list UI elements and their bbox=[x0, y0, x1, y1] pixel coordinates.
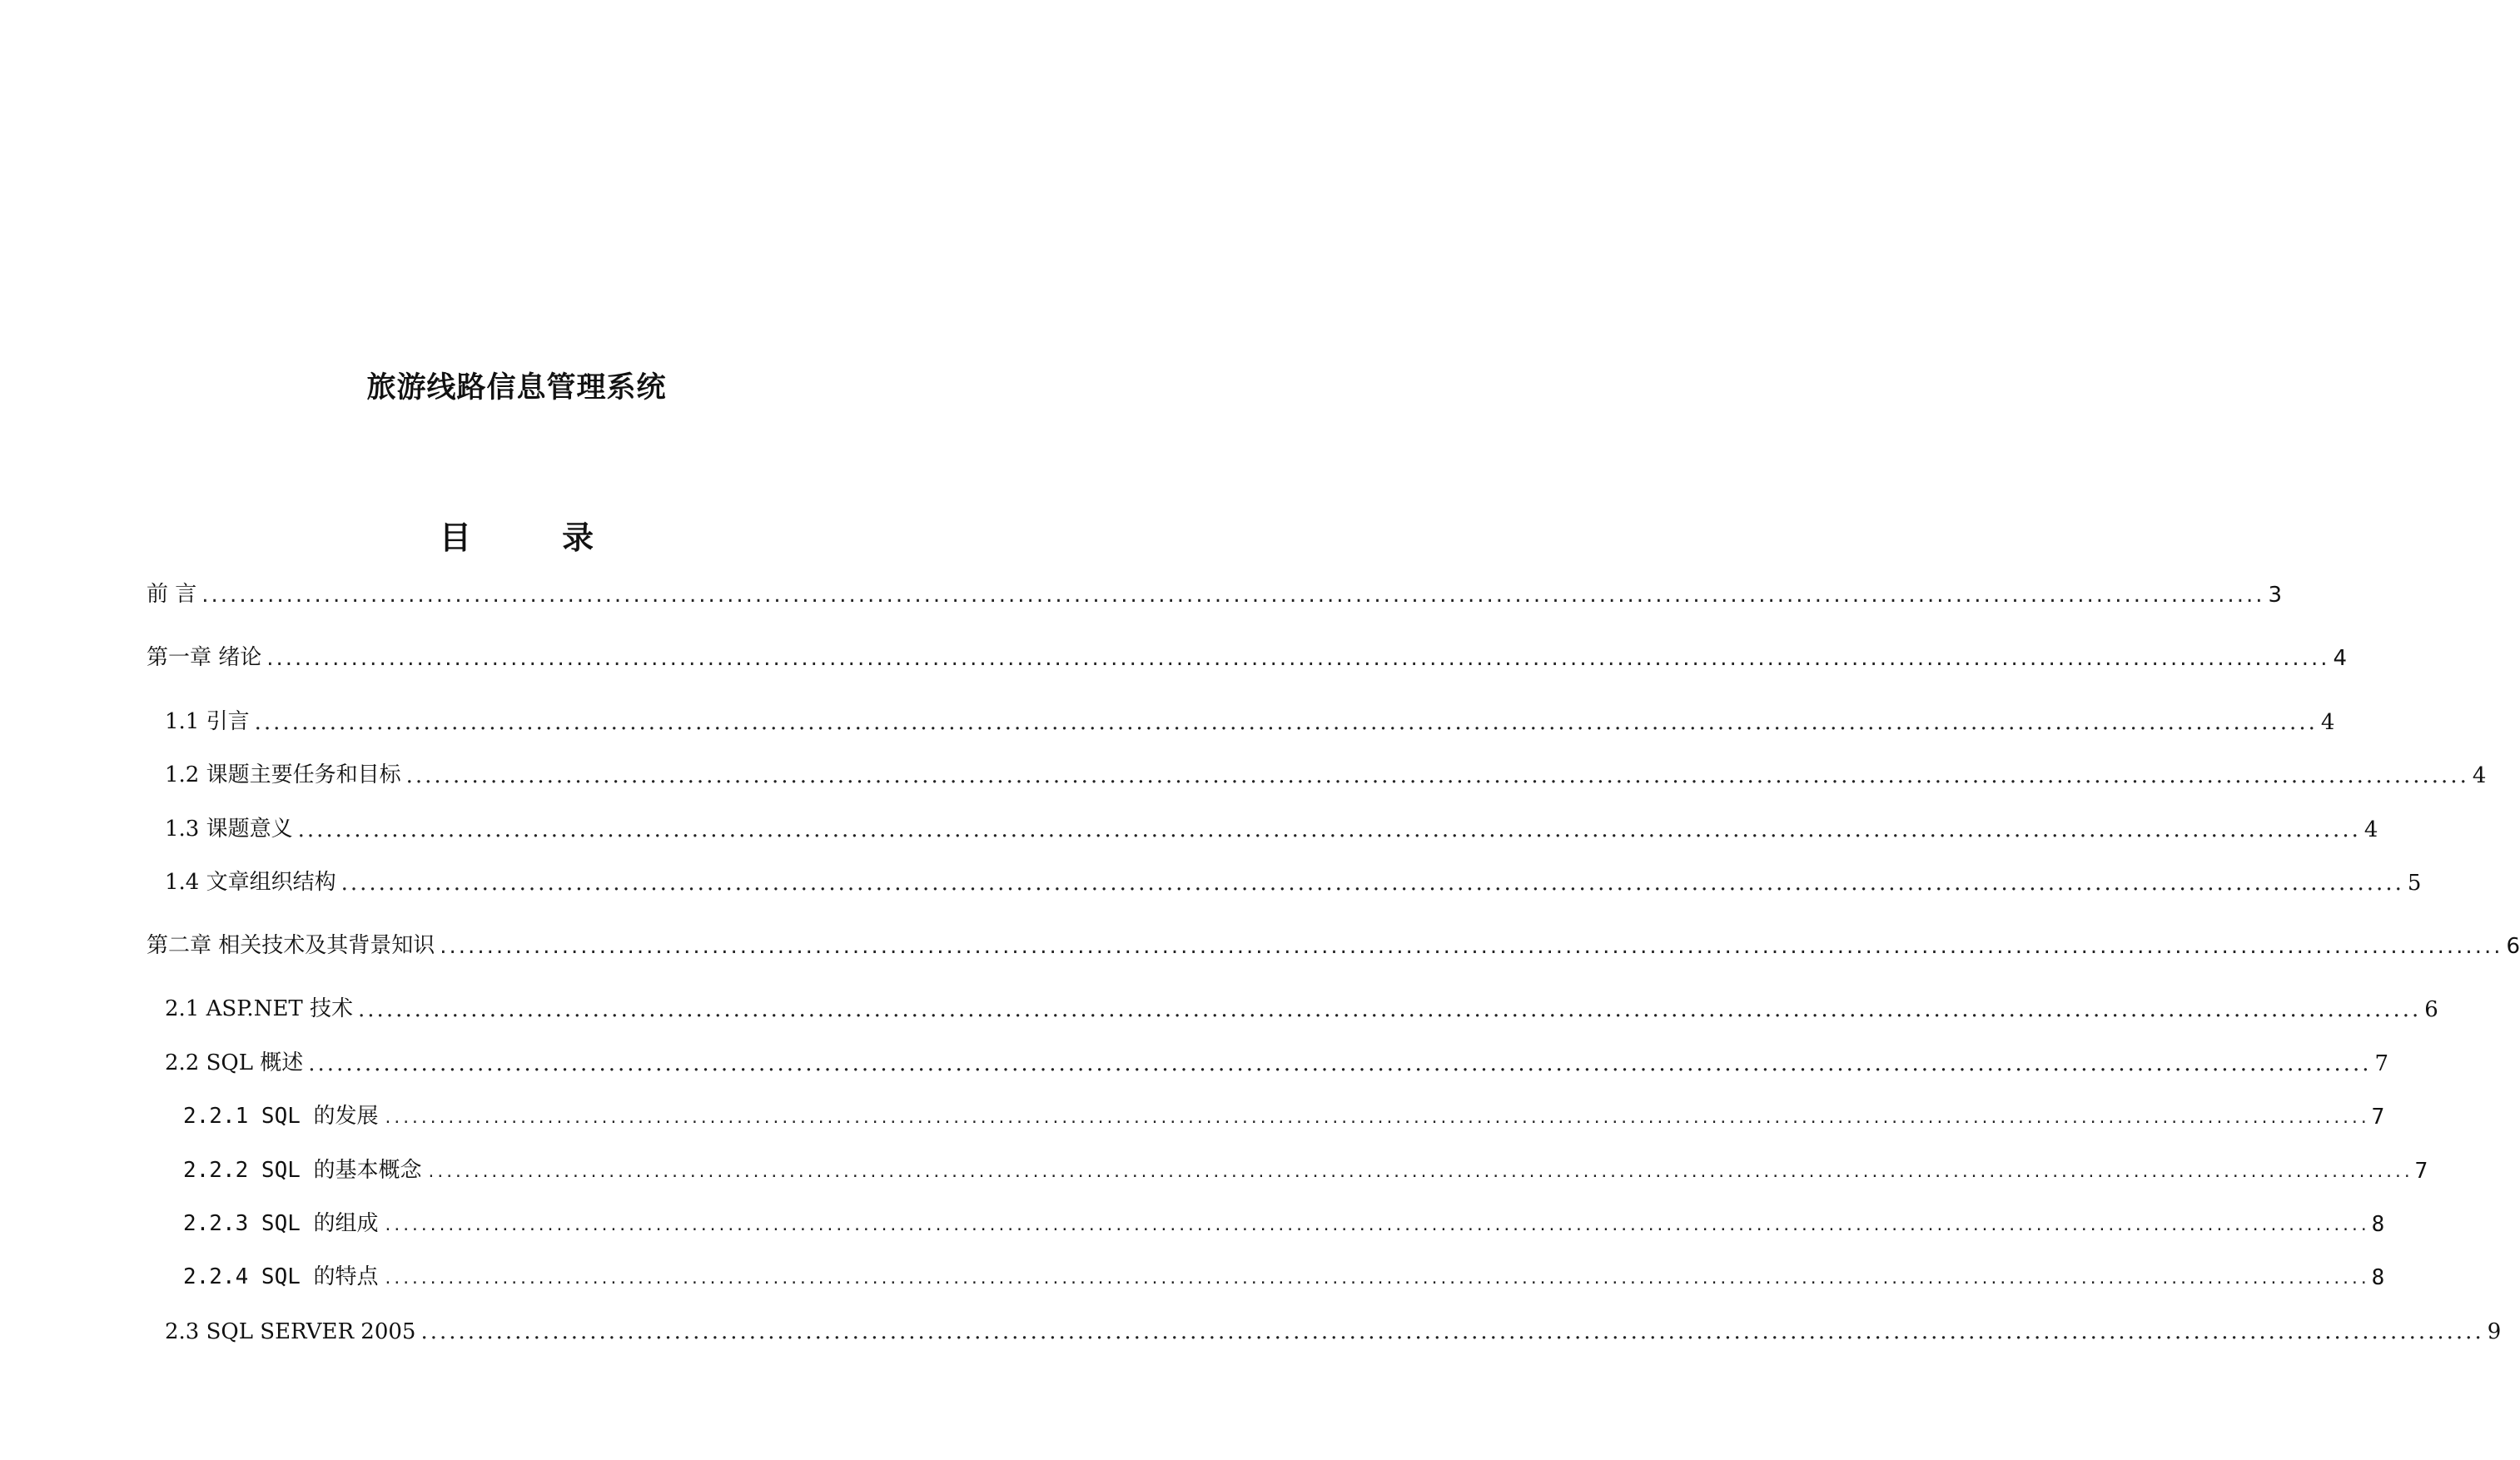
toc-entry-page: 6 bbox=[2506, 934, 2520, 959]
toc-entry[interactable] bbox=[183, 1150, 2428, 1184]
toc-leader-dots: ............................................................................................................................................................................................................................ bbox=[383, 1270, 2368, 1288]
toc-entry-label: 2.2.2 SQL 的基本概念 bbox=[183, 1158, 422, 1183]
toc-entry-label: 前 言 bbox=[147, 582, 197, 607]
toc-leader-dots: ............................................................................................................................................................................................................................ bbox=[254, 710, 2318, 735]
toc-entry-page: 4 bbox=[2472, 763, 2487, 788]
toc-entry-page: 4 bbox=[2333, 646, 2348, 671]
toc-entry-label: 2.2.1 SQL 的发展 bbox=[183, 1104, 379, 1129]
toc-entry-page: 4 bbox=[2363, 817, 2378, 842]
toc-entry-label: 2.2.3 SQL 的组成 bbox=[183, 1211, 379, 1236]
toc-leader-dots: ............................................................................................................................................................................................................................ bbox=[383, 1217, 2368, 1234]
toc-entry-label: 第二章 相关技术及其背景知识 bbox=[147, 933, 435, 958]
toc-entry-page: 6 bbox=[2424, 997, 2438, 1022]
toc-entry-page: 4 bbox=[2320, 710, 2335, 735]
toc-leader-dots: ............................................................................................................................................................................................................................ bbox=[405, 763, 2469, 788]
toc-leader-dots: ............................................................................................................................................................................................................................ bbox=[308, 1051, 2372, 1076]
toc-entry-page: 5 bbox=[2407, 871, 2422, 896]
toc-leader-dots: ............................................................................................................................................................................................................................ bbox=[358, 997, 2422, 1022]
toc-leader-dots: ............................................................................................................................................................................................................................ bbox=[383, 1110, 2368, 1127]
toc-entry-label: 2.3 SQL SERVER 2005 bbox=[165, 1319, 416, 1344]
toc-entry[interactable] bbox=[183, 1096, 2385, 1130]
toc-entry-page: 7 bbox=[2374, 1051, 2389, 1076]
toc-entry[interactable] bbox=[165, 809, 2378, 842]
toc-entry-label: 1.4 文章组织结构 bbox=[165, 870, 336, 895]
toc-entry[interactable] bbox=[165, 755, 2487, 788]
toc-entry[interactable] bbox=[165, 862, 2422, 896]
toc-leader-dots: ............................................................................................................................................................................................................................ bbox=[420, 1319, 2484, 1344]
toc-entry-label: 1.3 课题意义 bbox=[165, 817, 293, 842]
toc-entry-page: 8 bbox=[2371, 1212, 2385, 1237]
document-title: 旅游线路信息管理系统 bbox=[366, 371, 667, 405]
toc-entry[interactable] bbox=[147, 926, 2520, 959]
toc-leader-dots: ............................................................................................................................................................................................................................ bbox=[440, 934, 2503, 959]
toc-entry-page: 9 bbox=[2487, 1319, 2502, 1344]
toc-entry-page: 7 bbox=[2414, 1159, 2428, 1184]
toc-entry-page: 3 bbox=[2268, 583, 2283, 608]
toc-entry-label: 2.2 SQL 概述 bbox=[165, 1050, 304, 1075]
toc-entry[interactable] bbox=[165, 1043, 2389, 1076]
toc-entry[interactable] bbox=[147, 638, 2348, 671]
toc-entry-label: 1.2 课题主要任务和目标 bbox=[165, 762, 401, 787]
toc-entry-page: 8 bbox=[2371, 1265, 2385, 1290]
toc-leader-dots: ............................................................................................................................................................................................................................ bbox=[426, 1164, 2412, 1181]
toc-leader-dots: ............................................................................................................................................................................................................................ bbox=[201, 583, 2265, 608]
toc-heading: 目 录 bbox=[439, 519, 634, 556]
toc-entry[interactable] bbox=[183, 1257, 2385, 1290]
toc-entry-label: 2.1 ASP.NET 技术 bbox=[165, 996, 354, 1021]
toc-leader-dots: ............................................................................................................................................................................................................................ bbox=[297, 817, 2361, 842]
toc-leader-dots: ............................................................................................................................................................................................................................ bbox=[266, 646, 2330, 671]
toc-leader-dots: ............................................................................................................................................................................................................................ bbox=[340, 871, 2404, 896]
toc-entry[interactable] bbox=[183, 1204, 2385, 1237]
toc-entry-label: 1.1 引言 bbox=[165, 709, 250, 734]
toc-entry[interactable] bbox=[165, 1311, 2502, 1344]
toc-entry-page: 7 bbox=[2371, 1105, 2385, 1130]
toc-entry-label: 2.2.4 SQL 的特点 bbox=[183, 1264, 379, 1289]
toc-entry-label: 第一章 绪论 bbox=[147, 645, 262, 670]
toc-entry[interactable] bbox=[165, 702, 2335, 735]
toc-entry[interactable] bbox=[165, 989, 2438, 1022]
toc-entry[interactable] bbox=[147, 574, 2283, 608]
